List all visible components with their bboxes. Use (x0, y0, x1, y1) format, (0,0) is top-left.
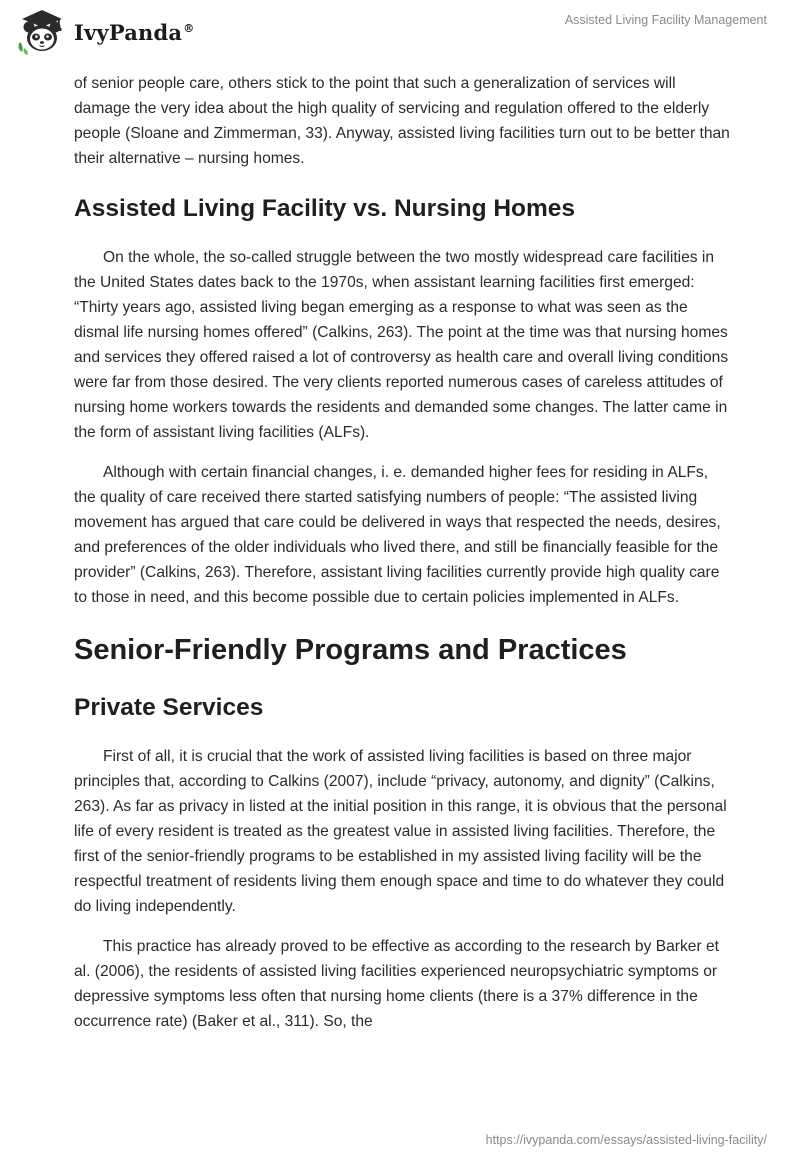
heading-senior-programs: Senior-Friendly Programs and Practices (74, 634, 627, 666)
paragraph-private-2: This practice has already proved to be effective as according to the research by Barker et al. (2006), the residents of assisted living facilities experienced neuropsychiatric symptoms or depressive symptoms less often that nursing home clients (there is a 37% difference in the occurrence rate) (Baker et al., 311). So, the (74, 938, 719, 1030)
logo-text: IvyPanda® (74, 19, 195, 45)
logo[interactable] (14, 8, 194, 56)
document-title: Assisted Living Facility Management (564, 13, 767, 27)
page-header (0, 0, 800, 64)
panda-logo-icon (14, 8, 70, 56)
paragraph-intro: of senior people care, others stick to the point that such a generalization of services will damage the very idea about the high quality of servicing and regulation offered to the elderly people (Sloane and Zimmerman, 33). Anyway, assisted living facilities turn out to be better than their alternative – nursing homes. (74, 75, 730, 167)
paragraph-private-1: First of all, it is crucial that the work of assisted living facilities is based on three major principles that, according to Calkins (2007), include “privacy, autonomy, and dignity” (Calkins, 263). As far as privacy in listed at the initial position in this range, it is obvious that the personal life of every resident is treated as the greatest value in assisted living facilities. Therefore, the first of the senior-friendly programs to be established in my assisted living facility will be the respectful treatment of residents living them enough space and time to do whatever they could do living independently. (74, 748, 727, 915)
heading-vs-nursing-homes: Assisted Living Facility vs. Nursing Homes (74, 195, 576, 222)
source-url[interactable]: https://ivypanda.com/essays/assisted-living-facility/ (485, 1133, 767, 1147)
paragraph-vs-2: Although with certain financial changes, i. e. demanded higher fees for residing in ALFs, the quality of care received there started satisfying numbers of people: “The assisted living movement has argued that care could be delivered in ways that respected the needs, desires, and preferences of the older individuals who lived there, and still be financially feasible for the provider” (Calkins, 263). Therefore, assistant living facilities currently provide high quality care to those in need, and this become possible due to certain policies implemented in ALFs. (74, 464, 721, 606)
paragraph-vs-1: On the whole, the so-called struggle between the two mostly widespread care facilities in the United States dates back to the 1970s, when assistant learning facilities first emerged: “Thirty years ago, assisted living began emerging as a response to what was seen as the dismal life nursing homes offered” (Calkins, 263). The point at the time was that nursing homes and services they offered raised a lot of controversy as health care and overall living conditions were far from those desired. The very clients reported numerous cases of careless attitudes of nursing home workers towards the residents and demanded some changes. The latter came in the form of assistant living facilities (ALFs). (74, 249, 729, 441)
essay-content (74, 71, 734, 1049)
heading-private-services: Private Services (74, 694, 264, 721)
